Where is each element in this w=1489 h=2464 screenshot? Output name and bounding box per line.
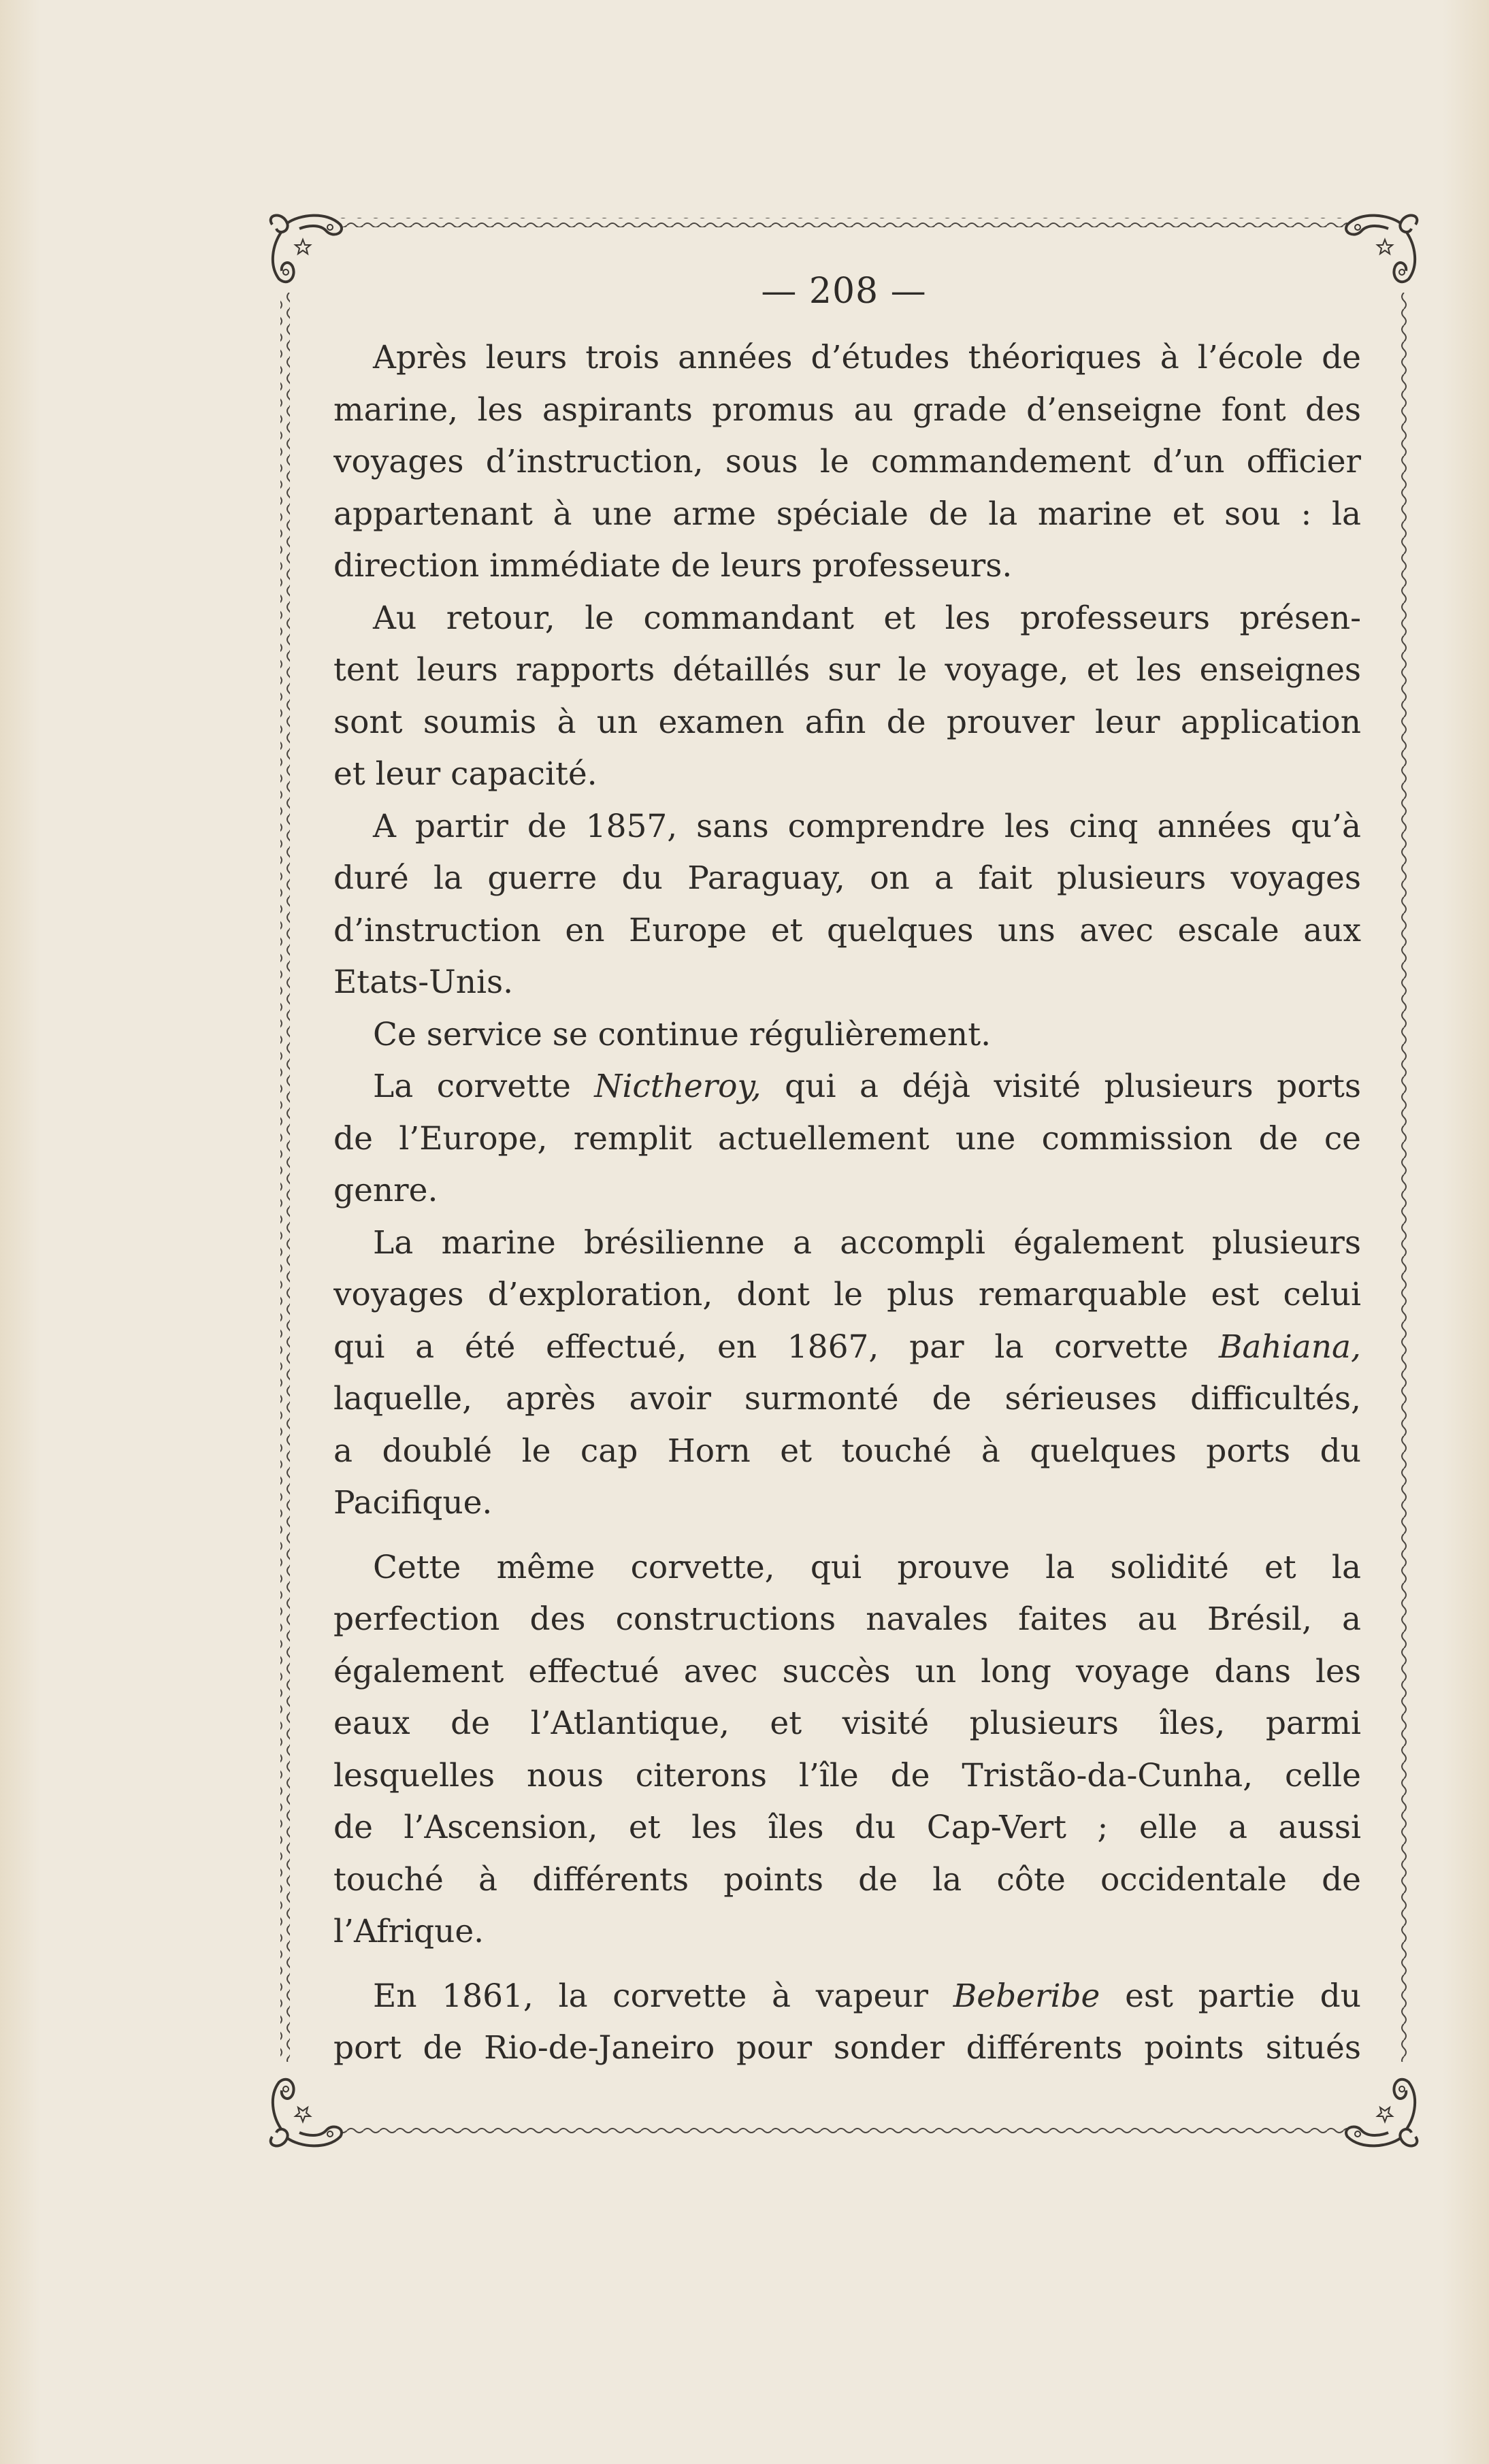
corner-ornament-bottom-left: [271, 2080, 342, 2146]
page-number: — 208 —: [761, 271, 927, 312]
text-line: sont soumis à un examen afin de prouver leur application: [333, 703, 1361, 741]
paragraph: [333, 1009, 1361, 1062]
text-line: voyages d’instruction, sous le commandement d’un officier: [333, 443, 1361, 480]
text-line: de l’Ascension, et les îles du Cap-Vert ; elle a aussi: [333, 1809, 1361, 1846]
text-line: A partir de 1857, sans comprendre les cinq années qu’à: [373, 807, 1361, 845]
text-line: d’instruction en Europe et quelques uns avec escale aux: [333, 911, 1361, 949]
text-line: eaux de l’Atlantique, et visité plusieurs îles, parmi: [333, 1705, 1361, 1742]
text-line: En 1861, la corvette à vapeur Beberibe est partie du: [373, 1977, 1361, 2015]
text-line: Cette même corvette, qui prouve la solidité et la: [373, 1548, 1361, 1586]
ship-name: Bahiana,: [1218, 1328, 1361, 1366]
corner-ornament-bottom-right: [1346, 2080, 1417, 2146]
text-line: duré la guerre du Paraguay, on a fait plusieurs voyages: [333, 859, 1361, 897]
text-line: a doublé le cap Horn et touché à quelques ports du: [333, 1432, 1361, 1470]
bottom-wavy-border: [340, 2126, 1347, 2136]
paragraph: [333, 332, 1361, 593]
paragraph-gap: [333, 1958, 1361, 1971]
ship-name: Beberibe: [953, 1977, 1100, 2015]
page-frame: [265, 211, 1422, 2150]
text-line: Après leurs trois années d’études théoriques à l’école de: [373, 339, 1361, 376]
paragraph: [333, 593, 1361, 801]
top-wavy-border: [340, 218, 1347, 227]
text-line: direction immédiate de leurs professeurs.: [333, 547, 1013, 585]
right-wavy-border: [1398, 293, 1407, 2062]
body-text: [333, 332, 1361, 2075]
text-line: laquelle, après avoir surmonté de sérieuses difficultés,: [333, 1380, 1361, 1417]
paragraph: [333, 1217, 1361, 1530]
text-line: Pacifique.: [333, 1484, 493, 1522]
text-line: marine, les aspirants promus au grade d’enseigne font des: [333, 391, 1361, 429]
text-line: également effectué avec succès un long voyage dans les: [333, 1652, 1361, 1690]
text-line: tent leurs rapports détaillés sur le voyage, et les enseignes: [333, 651, 1361, 689]
text-line: genre.: [333, 1172, 438, 1209]
text-line: appartenant à une arme spéciale de la marine et sou : la: [333, 495, 1361, 533]
text-line: de l’Europe, remplit actuellement une commission de ce: [333, 1119, 1361, 1157]
paragraph: [333, 801, 1361, 1009]
paragraph: [333, 1061, 1361, 1217]
text-line: La marine brésilienne a accompli également plusieurs: [373, 1223, 1361, 1262]
text-line: voyages d’exploration, dont le plus remarquable est celui: [333, 1276, 1361, 1313]
paragraph: [333, 1542, 1361, 1958]
text-line: l’Afrique.: [333, 1913, 485, 1950]
text-line: La corvette Nictheroy, qui a déjà visité plusieurs ports: [373, 1068, 1361, 1105]
text-line: port de Rio-de-Janeiro pour sonder différents points situés: [333, 2029, 1361, 2067]
text-line: Au retour, le commandant et les professeurs présen-: [373, 599, 1361, 637]
text-line: Ce service se continue régulièrement.: [373, 1015, 992, 1053]
text-line: et leur capacité.: [333, 755, 598, 793]
paragraph: [333, 1971, 1361, 2075]
left-wavy-border: [280, 293, 290, 2062]
text-line: touché à différents points de la côte occidentale de: [333, 1860, 1361, 1899]
text-line: lesquelles nous citerons l’île de Tristão-da-Cunha, celle: [333, 1756, 1361, 1794]
paragraph-gap: [333, 1530, 1361, 1542]
text-line: perfection des constructions navales faites au Brésil, a: [333, 1600, 1361, 1638]
ship-name: Nictheroy,: [594, 1068, 762, 1105]
text-line: Etats-Unis.: [333, 964, 514, 1001]
text-line: qui a été effectué, en 1867, par la corvette Bahiana,: [333, 1328, 1361, 1366]
